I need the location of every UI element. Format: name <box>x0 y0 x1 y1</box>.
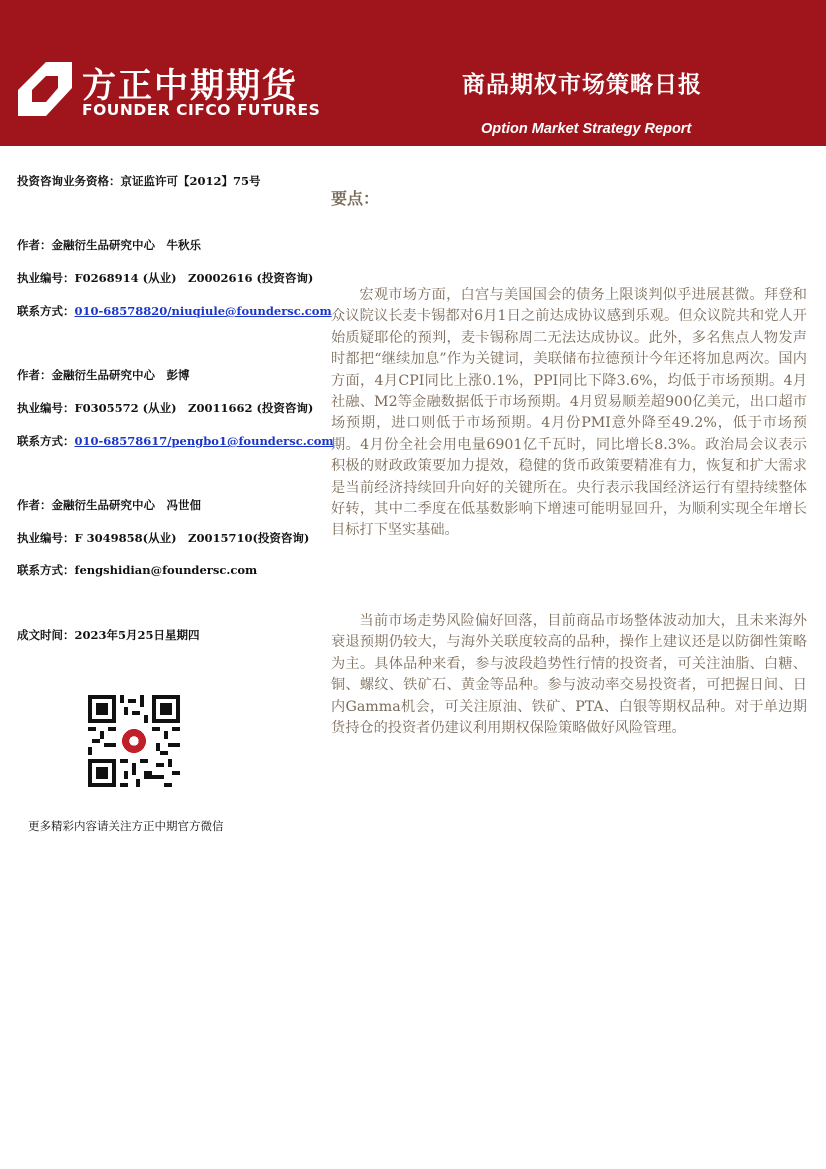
qr-caption: 更多精彩内容请关注方正中期官方微信 <box>28 819 224 833</box>
author-contact <box>17 562 257 578</box>
contact-label: 联系方式： <box>17 434 75 448</box>
logo-chinese-name: 方正中期期货 <box>82 66 298 106</box>
logo-english-name: FOUNDER CIFCO FUTURES <box>82 101 321 119</box>
license-text: 投资咨询业务资格：京证监许可【2012】75号 <box>17 174 261 188</box>
author-name: 作者：金融衍生品研究中心 冯世佃 <box>17 498 201 512</box>
macro-paragraph: 宏观市场方面，白宫与美国国会的债务上限谈判似乎进展甚微。拜登和众议院议长麦卡锡都对6月1日之前达成协议感到乐观。但众议院共和党人开始质疑耶伦的预判，麦卡锡称周二无法达成协议。此外，多名焦点人物发声时都把“继续加息”作为关键词，美联储布拉德预计今年还将加息两次。国内方面，4月CPI同比上涨0.1%，PPI同比下降3.6%，均低于市场预期。4月社融、M2等金融数据低于市场预期。4月贸易顺差超900亿美元，出口超市场预期，进口则低于市场预期。4月份PMI意外降至49.2%，低于市场预期。4月份全社会用电量6901亿千瓦时，同比增长8.3%。政治局会议表示积极的财政政策要加力提效，稳健的货币政策要精准有力，恢复和扩大需求是当前经济持续回升向好的关键所在。央行表示我国经济运行有望持续整体好转，其中二季度在低基数影响下增速可能明显回升，为顺利实现全年增长目标打下坚实基础。 <box>331 287 807 539</box>
author-name: 作者：金融衍生品研究中心 彭博 <box>17 368 190 382</box>
wechat-qr-code-icon[interactable] <box>88 695 180 787</box>
author-cert-number: 执业编号：F 3049858(从业) Z0015710(投资咨询) <box>17 531 310 545</box>
contact-label: 联系方式： <box>17 563 75 577</box>
key-points-heading: 要点： <box>331 189 380 208</box>
header-banner <box>0 0 826 146</box>
author-cert-number: 执业编号：F0305572 (从业) Z0011662 (投资咨询) <box>17 401 314 415</box>
contact-link[interactable]: 010-68578617/pengbo1@foundersc.com <box>74 434 334 448</box>
report-title: 商品期权市场策略日报 <box>462 72 702 98</box>
author-cert-number: 执业编号：F0268914 (从业) Z0002616 (投资咨询) <box>17 271 314 285</box>
contact-link[interactable]: 010-68578820/niuqiule@foundersc.com <box>74 304 332 318</box>
contact-label: 联系方式： <box>17 304 75 318</box>
author-name: 作者：金融衍生品研究中心 牛秋乐 <box>17 238 201 252</box>
author-contact <box>17 303 332 319</box>
strategy-paragraph: 当前市场走势风险偏好回落，目前商品市场整体波动加大，且未来海外衰退预期仍较大，与海外关联度较高的品种，操作上建议还是以防御性策略为主。具体品种来看，参与波段趋势性行情的投资者，可关注油脂、白糖、铜、螺纹、铁矿石、黄金等品种。参与波动率交易投资者，可把握日间、日内Gamma机会，可关注原油、铁矿、PTA、白银等期权品种。对于单边期货持仓的投资者仍建议利用期权保险策略做好风险管理。 <box>331 613 807 737</box>
report-subtitle: Option Market Strategy Report <box>481 121 692 137</box>
contact-email: fengshidian@foundersc.com <box>74 563 258 577</box>
founder-logo-icon <box>16 60 74 118</box>
publish-date: 成文时间：2023年5月25日星期四 <box>17 628 200 642</box>
author-contact <box>17 433 334 449</box>
